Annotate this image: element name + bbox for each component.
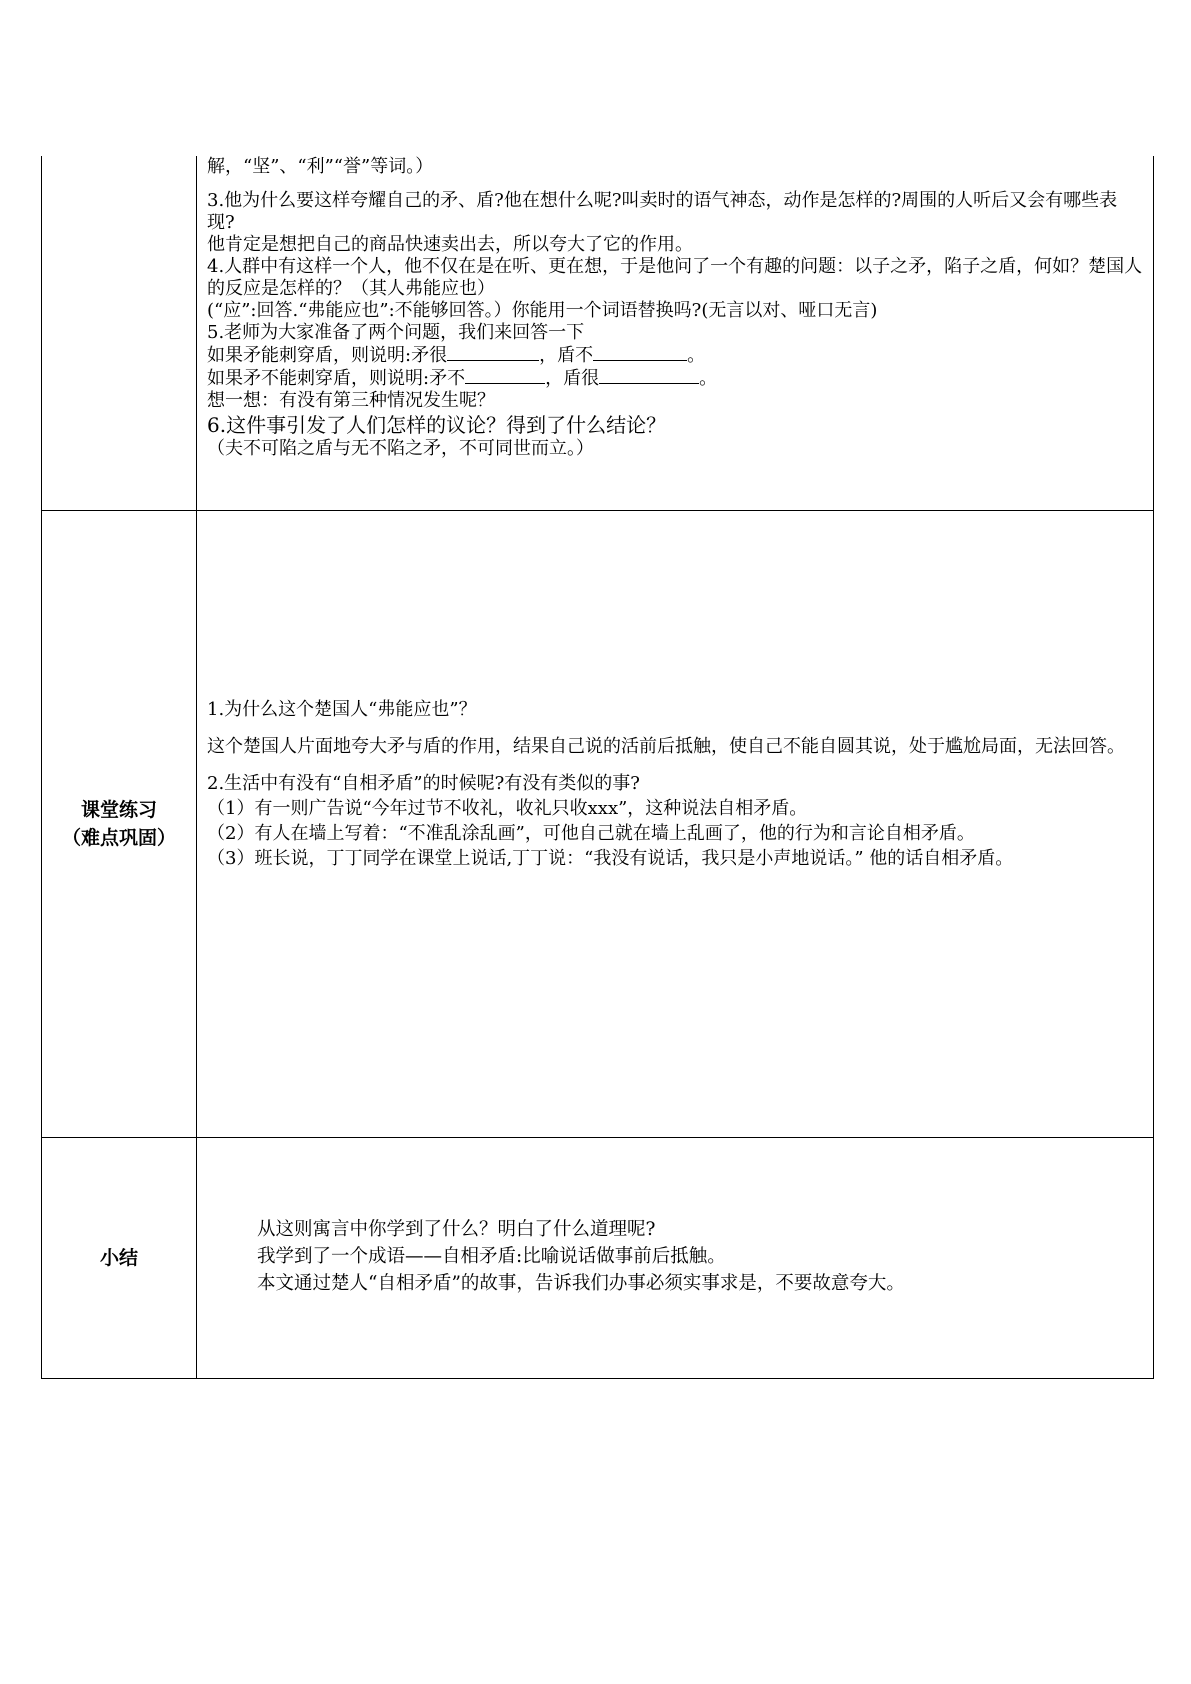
question-5-case-b: 如果矛不能刺穿盾，则说明:矛不 ，盾很 。 [207,368,718,389]
question-4: 4.人群中有这样一个人，他不仅在是在听、更在想，于是他问了一个有趣的问题：以子之矛，陷子之盾，何如？楚国人的反应是怎样的？（其人弗能应也） [207,256,1143,299]
carryover-line: 解，“坚”、“利”“誉”等词。） [207,156,434,177]
summary-question: 从这则寓言中你学到了什么？明白了什么道理呢? [257,1219,656,1240]
practice-example-2: （2）有人在墙上写着：“不准乱涂乱画”，可他自己就在墙上乱画了，他的行为和言论自相矛盾。 [207,823,975,844]
question-3: 3.他为什么要这样夸耀自己的矛、盾?他在想什么呢?叫卖时的语气神态，动作是怎样的?周围的人听后又会有哪些表现? [207,190,1118,233]
fill-blank [465,367,545,384]
row-discussion-content [197,156,1154,511]
row-discussion [42,156,1154,511]
row-practice-content [197,511,1154,1138]
lesson-plan-table [41,156,1154,1379]
practice-example-3: （3）班长说，丁丁同学在课堂上说话,丁丁说：“我没有说话，我只是小声地说话。” 他的话自相矛盾。 [207,848,1014,869]
row-summary-label: 小结 [42,1138,197,1379]
practice-answer-1: 这个楚国人片面地夸大矛与盾的作用，结果自己说的活前后抵触，使自己不能自圆其说，处于尴尬局面，无法回答。 [207,736,1125,757]
question-5: 5.老师为大家准备了两个问题，我们来回答一下 [207,322,585,343]
summary-moral: 本文通过楚人“自相矛盾”的故事，告诉我们办事必须实事求是，不要故意夸大。 [257,1273,905,1294]
practice-label-main: 课堂练习 [80,799,157,821]
fill-blank [593,344,687,361]
think-prompt: 想一想：有没有第三种情况发生呢？ [207,390,495,411]
fill-blank [447,344,539,361]
summary-idiom: 我学到了一个成语——自相矛盾:比喻说话做事前后抵触。 [257,1246,726,1267]
question-3-answer: 他肯定是想把自己的商品快速卖出去，所以夸大了它的作用。 [207,234,693,255]
row-summary-content [197,1138,1154,1379]
practice-label-sub: （难点巩固） [61,827,176,849]
question-4-note: (“应”:回答.“弗能应也”:不能够回答。）你能用一个词语替换吗?(无言以对、哑口无言) [207,300,878,321]
row-practice [42,511,1154,1138]
row-summary [42,1138,1154,1379]
fill-blank [599,367,699,384]
practice-example-1: （1）有一则广告说“今年过节不收礼，收礼只收xxx”，这种说法自相矛盾。 [207,798,808,819]
row-discussion-label [42,156,197,511]
question-6-answer: （夫不可陷之盾与无不陷之矛，不可同世而立。） [207,438,594,459]
question-6: 6.这件事引发了人们怎样的议论？得到了什么结论？ [207,413,667,437]
row-practice-label [42,511,197,1138]
question-5-case-a: 如果矛能刺穿盾，则说明:矛很 ，盾不 。 [207,345,706,366]
practice-question-1: 1.为什么这个楚国人“弗能应也”？ [207,699,477,720]
practice-question-2: 2.生活中有没有“自相矛盾”的时候呢?有没有类似的事? [207,773,640,794]
